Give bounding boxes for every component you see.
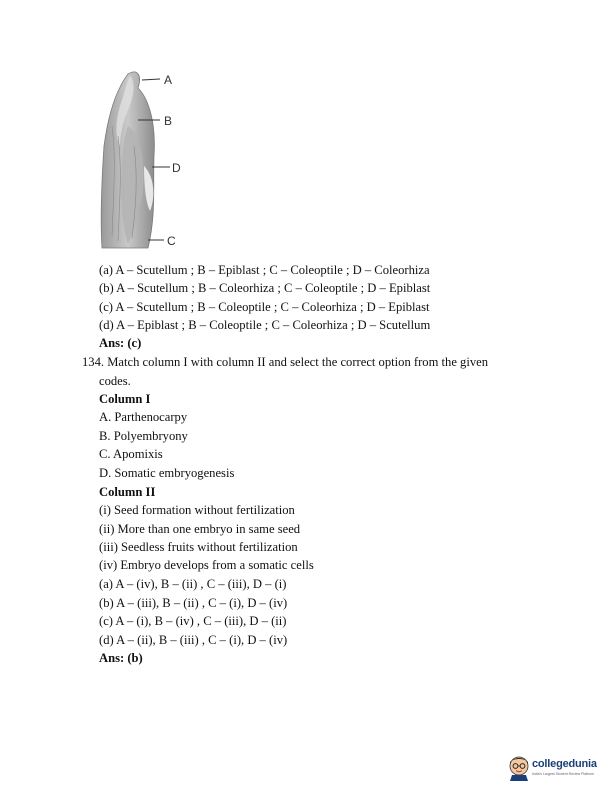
q134-question-line2: codes.	[99, 374, 131, 388]
mascot-icon	[508, 755, 530, 781]
column1-item: C. Apomixis	[99, 447, 163, 461]
q134-option-d: (d) A – (ii), B – (iii) , C – (i), D – (iv)	[99, 633, 288, 647]
label-a: A	[164, 73, 173, 87]
collegedunia-logo	[508, 755, 608, 785]
q134-option-c: (c) A – (i), B – (iv) , C – (iii), D – (ii)	[99, 614, 287, 628]
column2-heading: Column II	[99, 485, 156, 499]
label-d: D	[172, 161, 181, 175]
label-c: C	[167, 234, 176, 248]
column1-heading: Column I	[99, 392, 151, 406]
q133-option-a: (a) A – Scutellum ; B – Epiblast ; C – Coleoptile ; D – Coleorhiza	[99, 263, 430, 277]
logo-tagline: India's Largest Student Review Platform	[532, 772, 595, 776]
q133-answer: Ans: (c)	[99, 336, 142, 350]
embryo-figure	[98, 66, 208, 256]
label-b: B	[164, 114, 173, 128]
column2-item: (iv) Embryo develops from a somatic cells	[99, 558, 314, 572]
q133-option-c: (c) A – Scutellum ; B – Coleoptile ; C – Coleorhiza ; D – Epiblast	[99, 300, 430, 314]
q133-option-d: (d) A – Epiblast ; B – Coleoptile ; C – Coleorhiza ; D – Scutellum	[99, 318, 431, 332]
q134-question-line1: 134. Match column I with column II and select the correct option from the given	[82, 355, 489, 369]
q134-option-a: (a) A – (iv), B – (ii) , C – (iii), D – (i)	[99, 577, 287, 591]
q133-option-b: (b) A – Scutellum ; B – Coleorhiza ; C – Coleoptile ; D – Epiblast	[99, 281, 431, 295]
logo-name: collegedunia	[532, 758, 597, 770]
q134-option-b: (b) A – (iii), B – (ii) , C – (i), D – (iv)	[99, 596, 288, 610]
column1-item: D. Somatic embryogenesis	[99, 466, 235, 480]
q134-answer: Ans: (b)	[99, 651, 143, 665]
column2-item: (iii) Seedless fruits without fertilization	[99, 540, 298, 554]
column2-item: (i) Seed formation without fertilization	[99, 503, 295, 517]
column1-item: A. Parthenocarpy	[99, 410, 188, 424]
label-line-a	[142, 79, 160, 80]
column2-item: (ii) More than one embryo in same seed	[99, 522, 301, 536]
column1-item: B. Polyembryony	[99, 429, 188, 443]
